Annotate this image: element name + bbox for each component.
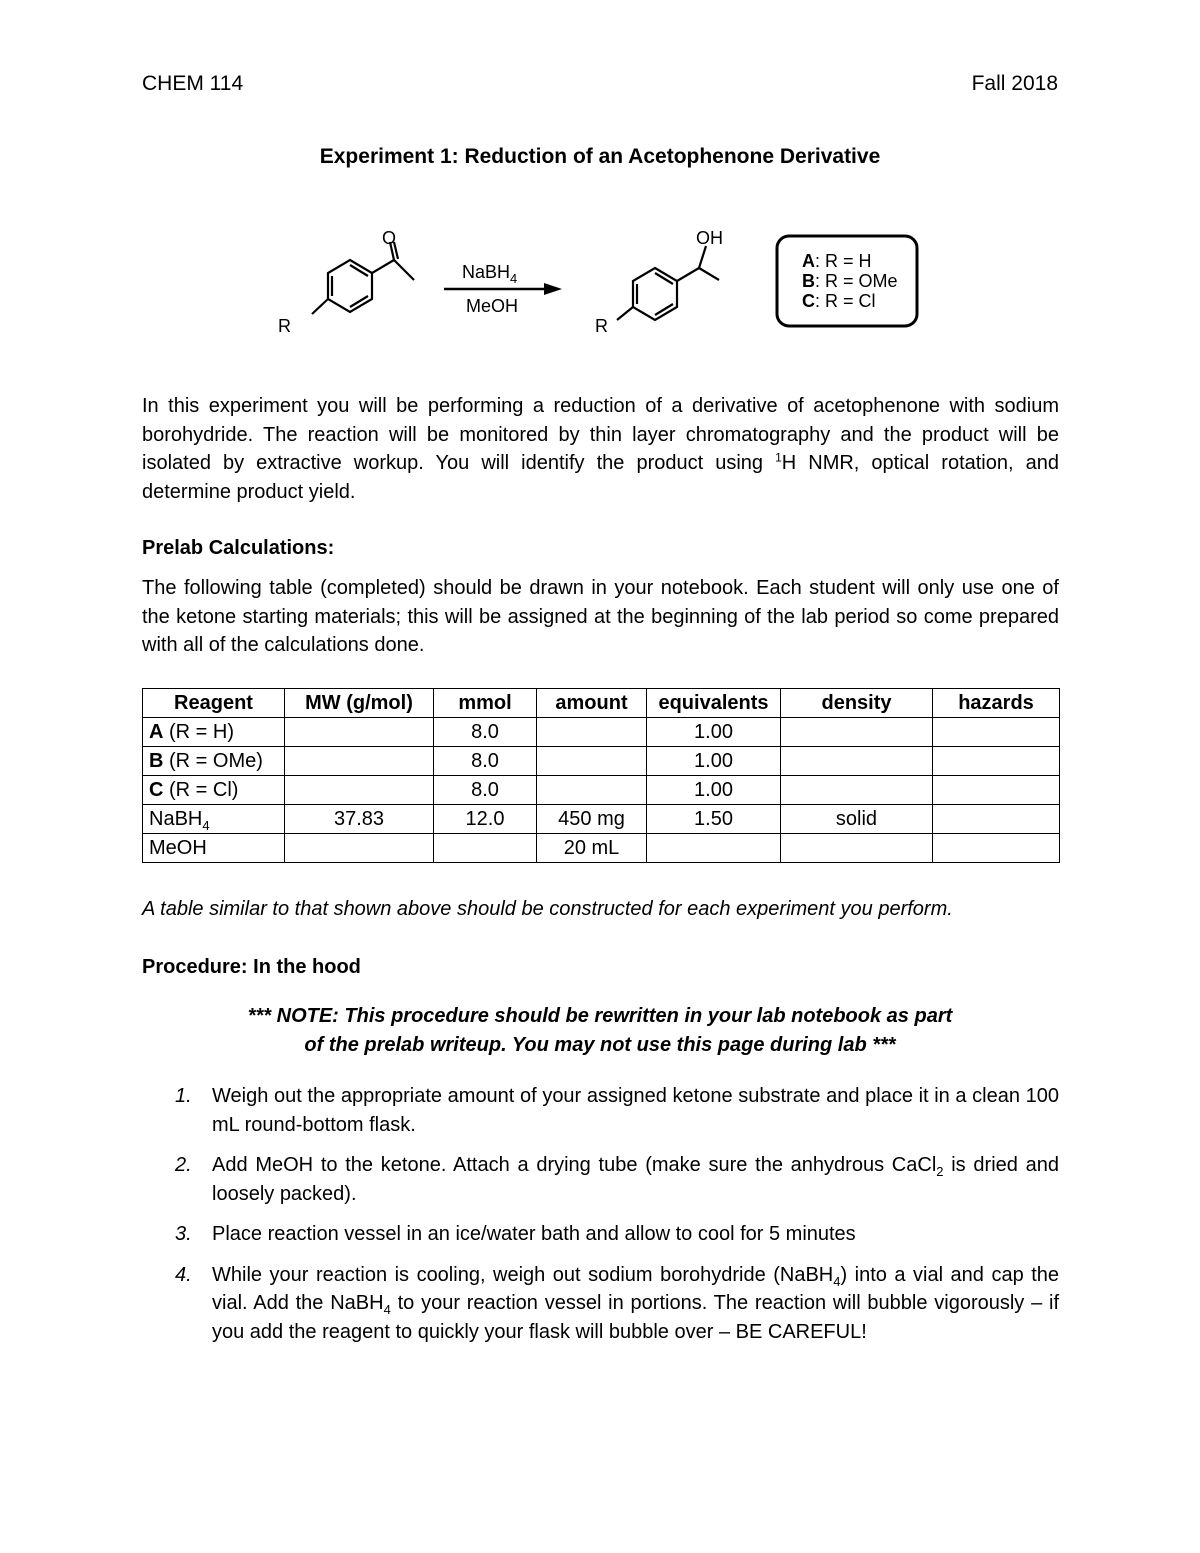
- amount-cell: [537, 776, 647, 805]
- reagent-cell: C (R = Cl): [143, 776, 285, 805]
- step-number: 1.: [175, 1085, 192, 1107]
- page-title: Experiment 1: Reduction of an Acetophenone Derivative: [319, 145, 881, 168]
- procedure-note-line-1: *** NOTE: This procedure should be rewritten in your lab notebook as part: [247, 1005, 953, 1027]
- step-number: 2.: [175, 1154, 192, 1176]
- eq-cell: [647, 834, 781, 863]
- reagent-label: NaBH$_4$: [462, 262, 518, 286]
- mw-cell: [285, 718, 434, 747]
- hazards-cell: [933, 805, 1060, 834]
- procedure-step: [142, 1261, 1059, 1347]
- mw-cell: [285, 747, 434, 776]
- product-r-group: R: [595, 316, 608, 336]
- term: Fall 2018: [971, 72, 1058, 95]
- eq-cell: 1.00: [647, 718, 781, 747]
- eq-cell: 1.50: [647, 805, 781, 834]
- procedure-step: [142, 1151, 1059, 1208]
- density-cell: [781, 776, 933, 805]
- reactant-r-group: R: [278, 316, 291, 336]
- amount-cell: 20 mL: [537, 834, 647, 863]
- amount-cell: [537, 718, 647, 747]
- table-header-row: [143, 689, 1060, 718]
- amount-cell: [537, 747, 647, 776]
- mmol-cell: 8.0: [434, 718, 537, 747]
- reagent-cell: A (R = H): [143, 718, 285, 747]
- prelab-heading: Prelab Calculations:: [142, 537, 335, 559]
- density-cell: [781, 747, 933, 776]
- table-note: A table similar to that shown above should be constructed for each experiment you perform.: [142, 898, 953, 920]
- key-c: C: R = Cl: [802, 291, 876, 311]
- mw-cell: [285, 834, 434, 863]
- table-row: [143, 747, 1060, 776]
- eq-cell: 1.00: [647, 776, 781, 805]
- hazards-cell: [933, 834, 1060, 863]
- step-number: 3.: [175, 1223, 192, 1245]
- procedure-step: [142, 1220, 1059, 1249]
- product-hydroxyl: OH: [696, 228, 723, 248]
- prelab-paragraph: The following table (completed) should be drawn in your notebook. Each student will only use one of the ketone starting materials; this will be assigned at the beginning of the lab period so come prepared with all of the calculations done.: [142, 577, 1059, 656]
- mmol-cell: 8.0: [434, 747, 537, 776]
- step-text: Weigh out the appropriate amount of your assigned ketone substrate and place it in a clean 100 mL round-bottom flask.: [212, 1085, 1059, 1136]
- hazards-cell: [933, 776, 1060, 805]
- arrow-head: [544, 283, 562, 295]
- hazards-cell: [933, 718, 1060, 747]
- mw-cell: [285, 776, 434, 805]
- solvent-label: MeOH: [466, 296, 519, 316]
- reactant-structure: [312, 242, 414, 314]
- step-text: Add MeOH to the ketone. Attach a drying tube (make sure the anhydrous CaCl$_2$ is dried and loosely packed).: [212, 1154, 1059, 1205]
- mmol-cell: 8.0: [434, 776, 537, 805]
- col-density: density: [781, 689, 933, 718]
- reagent-cell: MeOH: [143, 834, 285, 863]
- density-cell: [781, 718, 933, 747]
- procedure-heading: Procedure: In the hood: [142, 956, 361, 978]
- procedure-note-line-2: of the prelab writeup. You may not use this page during lab ***: [304, 1034, 896, 1056]
- table-row: [143, 834, 1060, 863]
- density-cell: [781, 834, 933, 863]
- col-reagent: Reagent: [143, 689, 285, 718]
- col-mmol: mmol: [434, 689, 537, 718]
- amount-cell: 450 mg: [537, 805, 647, 834]
- density-cell: solid: [781, 805, 933, 834]
- intro-paragraph: In this experiment you will be performing a reduction of a derivative of acetophenone with sodium borohydride. The reaction will be monitored by thin layer chromatography and the product will be isolated by extractive workup. You will identify the product using $^1$H NMR, optical rotation, and determine product yield.: [142, 395, 1059, 503]
- hazards-cell: [933, 747, 1060, 776]
- step-number: 4.: [175, 1263, 192, 1286]
- key-a: A: R = H: [802, 251, 872, 271]
- col-equivalents: equivalents: [647, 689, 781, 718]
- procedure-step: [142, 1082, 1059, 1139]
- step-text: While your reaction is cooling, weigh out sodium borohydride (NaBH$_4$) into a vial and cap the vial. Add the NaBH$_4$ to your reaction vessel in portions. The reaction will bubble vigorously – if you add the reagent to quickly your flask will bubble over – BE CAREFUL!: [212, 1263, 1060, 1343]
- table-row: [143, 776, 1060, 805]
- mmol-cell: 12.0: [434, 805, 537, 834]
- table-row: [143, 718, 1060, 747]
- step-text: Place reaction vessel in an ice/water bath and allow to cool for 5 minutes: [212, 1223, 856, 1245]
- reagent-cell: B (R = OMe): [143, 747, 285, 776]
- reagent-table: [142, 688, 1060, 863]
- mw-cell: 37.83: [285, 805, 434, 834]
- course-code: CHEM 114: [142, 72, 244, 95]
- procedure-steps: [142, 1082, 1059, 1358]
- col-hazards: hazards: [933, 689, 1060, 718]
- table-row: [143, 805, 1060, 834]
- reagent-cell: NaBH$_4$: [143, 805, 285, 834]
- product-structure: [617, 246, 719, 320]
- mmol-cell: [434, 834, 537, 863]
- reaction-scheme: [260, 220, 940, 350]
- col-mw: MW (g/mol): [285, 689, 434, 718]
- col-amount: amount: [537, 689, 647, 718]
- eq-cell: 1.00: [647, 747, 781, 776]
- reactant-carbonyl-o: O: [382, 228, 397, 248]
- key-b: B: R = OMe: [802, 271, 898, 291]
